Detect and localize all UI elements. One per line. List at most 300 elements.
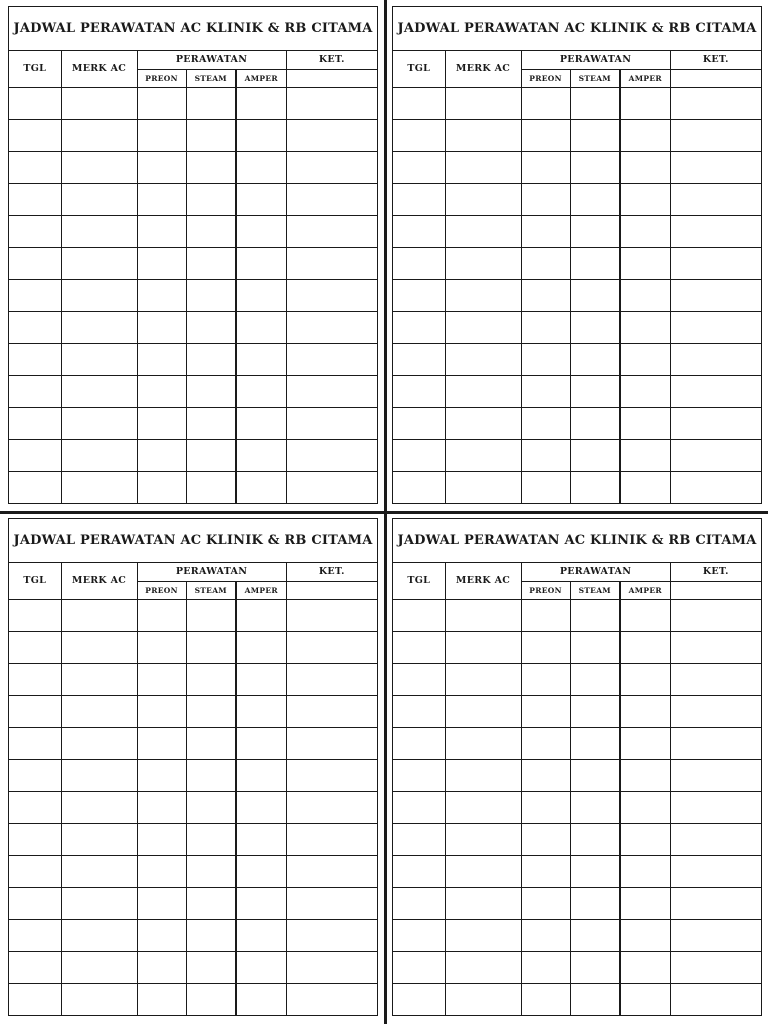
cell-amper[interactable] [236, 791, 286, 823]
cell-tgl[interactable] [9, 695, 61, 727]
cell-merk-ac[interactable] [61, 119, 137, 151]
cell-steam[interactable] [186, 439, 236, 471]
cell-preon[interactable] [137, 375, 186, 407]
cell-ket[interactable] [286, 183, 377, 215]
cell-tgl[interactable] [9, 183, 61, 215]
cell-amper[interactable] [620, 247, 670, 279]
cell-amper[interactable] [620, 631, 670, 663]
cell-steam[interactable] [570, 215, 620, 247]
cell-preon[interactable] [137, 663, 186, 695]
cell-ket[interactable] [670, 983, 761, 1015]
cell-merk-ac[interactable] [445, 119, 521, 151]
cell-tgl[interactable] [393, 247, 445, 279]
cell-amper[interactable] [236, 759, 286, 791]
cell-steam[interactable] [570, 919, 620, 951]
cell-tgl[interactable] [393, 663, 445, 695]
cell-amper[interactable] [236, 407, 286, 439]
cell-preon[interactable] [137, 439, 186, 471]
cell-amper[interactable] [236, 375, 286, 407]
cell-tgl[interactable] [9, 215, 61, 247]
cell-tgl[interactable] [9, 471, 61, 503]
cell-ket[interactable] [286, 343, 377, 375]
cell-ket[interactable] [670, 663, 761, 695]
cell-ket[interactable] [286, 791, 377, 823]
cell-ket[interactable] [286, 631, 377, 663]
cell-tgl[interactable] [393, 695, 445, 727]
cell-ket[interactable] [670, 87, 761, 119]
cell-tgl[interactable] [393, 87, 445, 119]
cell-ket[interactable] [286, 599, 377, 631]
cell-ket[interactable] [286, 759, 377, 791]
cell-tgl[interactable] [393, 279, 445, 311]
cell-ket[interactable] [670, 727, 761, 759]
cell-merk-ac[interactable] [445, 407, 521, 439]
cell-amper[interactable] [620, 983, 670, 1015]
cell-amper[interactable] [236, 151, 286, 183]
cell-ket[interactable] [670, 695, 761, 727]
cell-steam[interactable] [186, 375, 236, 407]
cell-tgl[interactable] [9, 791, 61, 823]
cell-ket[interactable] [286, 279, 377, 311]
cell-tgl[interactable] [393, 343, 445, 375]
cell-steam[interactable] [186, 951, 236, 983]
cell-steam[interactable] [570, 759, 620, 791]
cell-merk-ac[interactable] [445, 375, 521, 407]
cell-ket[interactable] [670, 119, 761, 151]
cell-merk-ac[interactable] [445, 599, 521, 631]
cell-tgl[interactable] [9, 759, 61, 791]
cell-preon[interactable] [521, 151, 570, 183]
cell-steam[interactable] [570, 279, 620, 311]
cell-amper[interactable] [236, 215, 286, 247]
cell-merk-ac[interactable] [445, 951, 521, 983]
cell-ket[interactable] [286, 663, 377, 695]
cell-merk-ac[interactable] [445, 183, 521, 215]
cell-preon[interactable] [521, 343, 570, 375]
cell-steam[interactable] [570, 887, 620, 919]
cell-preon[interactable] [137, 407, 186, 439]
cell-merk-ac[interactable] [445, 631, 521, 663]
cell-steam[interactable] [186, 343, 236, 375]
cell-ket[interactable] [670, 151, 761, 183]
cell-tgl[interactable] [9, 823, 61, 855]
cell-tgl[interactable] [9, 375, 61, 407]
cell-tgl[interactable] [9, 631, 61, 663]
cell-merk-ac[interactable] [445, 855, 521, 887]
cell-merk-ac[interactable] [61, 951, 137, 983]
cell-amper[interactable] [236, 439, 286, 471]
cell-merk-ac[interactable] [61, 695, 137, 727]
cell-tgl[interactable] [393, 599, 445, 631]
cell-steam[interactable] [570, 471, 620, 503]
cell-merk-ac[interactable] [61, 599, 137, 631]
cell-steam[interactable] [570, 823, 620, 855]
cell-amper[interactable] [236, 311, 286, 343]
cell-amper[interactable] [620, 119, 670, 151]
cell-tgl[interactable] [393, 311, 445, 343]
cell-tgl[interactable] [393, 855, 445, 887]
cell-amper[interactable] [620, 663, 670, 695]
cell-tgl[interactable] [393, 119, 445, 151]
cell-steam[interactable] [186, 407, 236, 439]
cell-amper[interactable] [236, 119, 286, 151]
cell-steam[interactable] [186, 87, 236, 119]
cell-amper[interactable] [236, 631, 286, 663]
cell-merk-ac[interactable] [61, 791, 137, 823]
cell-ket[interactable] [670, 471, 761, 503]
cell-steam[interactable] [186, 215, 236, 247]
cell-tgl[interactable] [9, 151, 61, 183]
cell-ket[interactable] [286, 375, 377, 407]
cell-amper[interactable] [620, 695, 670, 727]
cell-preon[interactable] [521, 759, 570, 791]
cell-steam[interactable] [570, 951, 620, 983]
cell-preon[interactable] [137, 791, 186, 823]
cell-merk-ac[interactable] [445, 663, 521, 695]
cell-steam[interactable] [570, 407, 620, 439]
cell-ket[interactable] [286, 887, 377, 919]
cell-merk-ac[interactable] [61, 407, 137, 439]
cell-preon[interactable] [137, 599, 186, 631]
cell-merk-ac[interactable] [445, 215, 521, 247]
cell-steam[interactable] [186, 663, 236, 695]
cell-ket[interactable] [286, 407, 377, 439]
cell-ket[interactable] [286, 855, 377, 887]
cell-preon[interactable] [137, 759, 186, 791]
cell-preon[interactable] [137, 695, 186, 727]
cell-preon[interactable] [137, 983, 186, 1015]
cell-ket[interactable] [670, 407, 761, 439]
cell-merk-ac[interactable] [445, 727, 521, 759]
cell-ket[interactable] [670, 887, 761, 919]
cell-steam[interactable] [570, 599, 620, 631]
cell-steam[interactable] [186, 759, 236, 791]
cell-amper[interactable] [620, 823, 670, 855]
cell-tgl[interactable] [393, 151, 445, 183]
cell-tgl[interactable] [393, 791, 445, 823]
cell-ket[interactable] [670, 855, 761, 887]
cell-tgl[interactable] [393, 375, 445, 407]
cell-ket[interactable] [670, 439, 761, 471]
cell-merk-ac[interactable] [61, 375, 137, 407]
cell-steam[interactable] [570, 119, 620, 151]
cell-ket[interactable] [670, 759, 761, 791]
cell-steam[interactable] [570, 247, 620, 279]
cell-tgl[interactable] [9, 343, 61, 375]
cell-steam[interactable] [570, 791, 620, 823]
cell-amper[interactable] [236, 87, 286, 119]
cell-merk-ac[interactable] [61, 247, 137, 279]
cell-amper[interactable] [620, 151, 670, 183]
cell-steam[interactable] [570, 663, 620, 695]
cell-tgl[interactable] [393, 407, 445, 439]
cell-preon[interactable] [137, 919, 186, 951]
cell-preon[interactable] [137, 119, 186, 151]
cell-preon[interactable] [521, 119, 570, 151]
cell-steam[interactable] [186, 311, 236, 343]
cell-preon[interactable] [137, 151, 186, 183]
cell-amper[interactable] [236, 343, 286, 375]
cell-tgl[interactable] [9, 247, 61, 279]
cell-steam[interactable] [186, 791, 236, 823]
cell-merk-ac[interactable] [61, 919, 137, 951]
cell-preon[interactable] [521, 791, 570, 823]
cell-amper[interactable] [236, 887, 286, 919]
cell-steam[interactable] [570, 631, 620, 663]
cell-preon[interactable] [137, 951, 186, 983]
cell-ket[interactable] [286, 439, 377, 471]
cell-steam[interactable] [186, 631, 236, 663]
cell-ket[interactable] [286, 151, 377, 183]
cell-tgl[interactable] [9, 311, 61, 343]
cell-merk-ac[interactable] [61, 279, 137, 311]
cell-ket[interactable] [286, 87, 377, 119]
cell-ket[interactable] [286, 951, 377, 983]
cell-preon[interactable] [521, 663, 570, 695]
cell-steam[interactable] [186, 695, 236, 727]
cell-merk-ac[interactable] [445, 759, 521, 791]
cell-tgl[interactable] [393, 887, 445, 919]
cell-ket[interactable] [286, 119, 377, 151]
cell-amper[interactable] [236, 663, 286, 695]
cell-preon[interactable] [137, 727, 186, 759]
cell-merk-ac[interactable] [61, 151, 137, 183]
cell-amper[interactable] [620, 951, 670, 983]
cell-amper[interactable] [236, 247, 286, 279]
cell-preon[interactable] [521, 183, 570, 215]
cell-ket[interactable] [670, 375, 761, 407]
cell-preon[interactable] [137, 855, 186, 887]
cell-tgl[interactable] [393, 183, 445, 215]
cell-steam[interactable] [570, 855, 620, 887]
cell-merk-ac[interactable] [445, 439, 521, 471]
cell-merk-ac[interactable] [445, 471, 521, 503]
cell-preon[interactable] [137, 279, 186, 311]
cell-tgl[interactable] [9, 887, 61, 919]
cell-merk-ac[interactable] [445, 247, 521, 279]
cell-tgl[interactable] [393, 631, 445, 663]
cell-merk-ac[interactable] [61, 87, 137, 119]
cell-ket[interactable] [670, 343, 761, 375]
cell-amper[interactable] [620, 279, 670, 311]
cell-amper[interactable] [236, 951, 286, 983]
cell-preon[interactable] [521, 87, 570, 119]
cell-steam[interactable] [570, 87, 620, 119]
cell-steam[interactable] [570, 375, 620, 407]
cell-preon[interactable] [137, 887, 186, 919]
cell-tgl[interactable] [9, 855, 61, 887]
cell-preon[interactable] [521, 311, 570, 343]
cell-steam[interactable] [186, 823, 236, 855]
cell-tgl[interactable] [9, 983, 61, 1015]
cell-tgl[interactable] [9, 919, 61, 951]
cell-tgl[interactable] [393, 951, 445, 983]
cell-ket[interactable] [670, 311, 761, 343]
cell-preon[interactable] [137, 343, 186, 375]
cell-ket[interactable] [670, 791, 761, 823]
cell-tgl[interactable] [393, 823, 445, 855]
cell-steam[interactable] [186, 247, 236, 279]
cell-steam[interactable] [570, 695, 620, 727]
cell-amper[interactable] [620, 599, 670, 631]
cell-tgl[interactable] [393, 919, 445, 951]
cell-tgl[interactable] [9, 439, 61, 471]
cell-merk-ac[interactable] [61, 183, 137, 215]
cell-preon[interactable] [521, 599, 570, 631]
cell-ket[interactable] [286, 695, 377, 727]
cell-ket[interactable] [286, 311, 377, 343]
cell-steam[interactable] [570, 311, 620, 343]
cell-preon[interactable] [521, 279, 570, 311]
cell-tgl[interactable] [393, 983, 445, 1015]
cell-preon[interactable] [137, 823, 186, 855]
cell-merk-ac[interactable] [61, 343, 137, 375]
cell-amper[interactable] [236, 823, 286, 855]
cell-merk-ac[interactable] [445, 311, 521, 343]
cell-merk-ac[interactable] [445, 343, 521, 375]
cell-preon[interactable] [521, 471, 570, 503]
cell-ket[interactable] [286, 823, 377, 855]
cell-merk-ac[interactable] [61, 215, 137, 247]
cell-preon[interactable] [521, 439, 570, 471]
cell-preon[interactable] [137, 311, 186, 343]
cell-amper[interactable] [620, 343, 670, 375]
cell-amper[interactable] [236, 279, 286, 311]
cell-amper[interactable] [620, 759, 670, 791]
cell-merk-ac[interactable] [445, 791, 521, 823]
cell-merk-ac[interactable] [445, 823, 521, 855]
cell-steam[interactable] [570, 151, 620, 183]
cell-steam[interactable] [570, 727, 620, 759]
cell-merk-ac[interactable] [61, 823, 137, 855]
cell-amper[interactable] [620, 311, 670, 343]
cell-steam[interactable] [570, 343, 620, 375]
cell-amper[interactable] [236, 983, 286, 1015]
cell-steam[interactable] [186, 471, 236, 503]
cell-amper[interactable] [620, 183, 670, 215]
cell-amper[interactable] [620, 855, 670, 887]
cell-preon[interactable] [521, 887, 570, 919]
cell-tgl[interactable] [9, 599, 61, 631]
cell-merk-ac[interactable] [61, 663, 137, 695]
cell-ket[interactable] [286, 919, 377, 951]
cell-ket[interactable] [670, 631, 761, 663]
cell-merk-ac[interactable] [61, 471, 137, 503]
cell-steam[interactable] [570, 183, 620, 215]
cell-merk-ac[interactable] [445, 919, 521, 951]
cell-ket[interactable] [286, 471, 377, 503]
cell-ket[interactable] [670, 215, 761, 247]
cell-preon[interactable] [521, 375, 570, 407]
cell-ket[interactable] [670, 279, 761, 311]
cell-preon[interactable] [137, 631, 186, 663]
cell-preon[interactable] [521, 855, 570, 887]
cell-ket[interactable] [670, 247, 761, 279]
cell-tgl[interactable] [393, 727, 445, 759]
cell-tgl[interactable] [9, 727, 61, 759]
cell-tgl[interactable] [9, 951, 61, 983]
cell-ket[interactable] [286, 983, 377, 1015]
cell-ket[interactable] [670, 919, 761, 951]
cell-amper[interactable] [236, 855, 286, 887]
cell-amper[interactable] [236, 599, 286, 631]
cell-amper[interactable] [236, 727, 286, 759]
cell-steam[interactable] [186, 887, 236, 919]
cell-ket[interactable] [670, 823, 761, 855]
cell-preon[interactable] [137, 87, 186, 119]
cell-amper[interactable] [620, 919, 670, 951]
cell-tgl[interactable] [9, 407, 61, 439]
cell-amper[interactable] [620, 791, 670, 823]
cell-amper[interactable] [620, 727, 670, 759]
cell-steam[interactable] [186, 983, 236, 1015]
cell-tgl[interactable] [393, 439, 445, 471]
cell-amper[interactable] [236, 183, 286, 215]
cell-steam[interactable] [186, 183, 236, 215]
cell-steam[interactable] [570, 439, 620, 471]
cell-merk-ac[interactable] [445, 887, 521, 919]
cell-preon[interactable] [521, 631, 570, 663]
cell-steam[interactable] [186, 855, 236, 887]
cell-merk-ac[interactable] [445, 695, 521, 727]
cell-merk-ac[interactable] [61, 887, 137, 919]
cell-preon[interactable] [137, 247, 186, 279]
cell-ket[interactable] [286, 727, 377, 759]
cell-steam[interactable] [186, 919, 236, 951]
cell-merk-ac[interactable] [61, 759, 137, 791]
cell-ket[interactable] [670, 599, 761, 631]
cell-steam[interactable] [186, 727, 236, 759]
cell-preon[interactable] [137, 183, 186, 215]
cell-merk-ac[interactable] [61, 983, 137, 1015]
cell-preon[interactable] [521, 951, 570, 983]
cell-merk-ac[interactable] [61, 855, 137, 887]
cell-preon[interactable] [137, 215, 186, 247]
cell-steam[interactable] [186, 279, 236, 311]
cell-amper[interactable] [620, 407, 670, 439]
cell-merk-ac[interactable] [61, 439, 137, 471]
cell-ket[interactable] [286, 215, 377, 247]
cell-amper[interactable] [236, 471, 286, 503]
cell-merk-ac[interactable] [445, 983, 521, 1015]
cell-tgl[interactable] [9, 663, 61, 695]
cell-merk-ac[interactable] [445, 279, 521, 311]
cell-steam[interactable] [186, 119, 236, 151]
cell-steam[interactable] [570, 983, 620, 1015]
cell-steam[interactable] [186, 599, 236, 631]
cell-steam[interactable] [186, 151, 236, 183]
cell-preon[interactable] [137, 471, 186, 503]
cell-ket[interactable] [670, 951, 761, 983]
cell-amper[interactable] [236, 919, 286, 951]
cell-amper[interactable] [620, 439, 670, 471]
cell-merk-ac[interactable] [445, 151, 521, 183]
cell-amper[interactable] [620, 375, 670, 407]
cell-preon[interactable] [521, 727, 570, 759]
cell-merk-ac[interactable] [61, 631, 137, 663]
cell-tgl[interactable] [393, 471, 445, 503]
cell-amper[interactable] [620, 215, 670, 247]
cell-ket[interactable] [286, 247, 377, 279]
cell-amper[interactable] [620, 87, 670, 119]
cell-preon[interactable] [521, 407, 570, 439]
cell-preon[interactable] [521, 695, 570, 727]
cell-amper[interactable] [620, 887, 670, 919]
cell-merk-ac[interactable] [61, 727, 137, 759]
cell-amper[interactable] [620, 471, 670, 503]
cell-preon[interactable] [521, 919, 570, 951]
cell-preon[interactable] [521, 983, 570, 1015]
